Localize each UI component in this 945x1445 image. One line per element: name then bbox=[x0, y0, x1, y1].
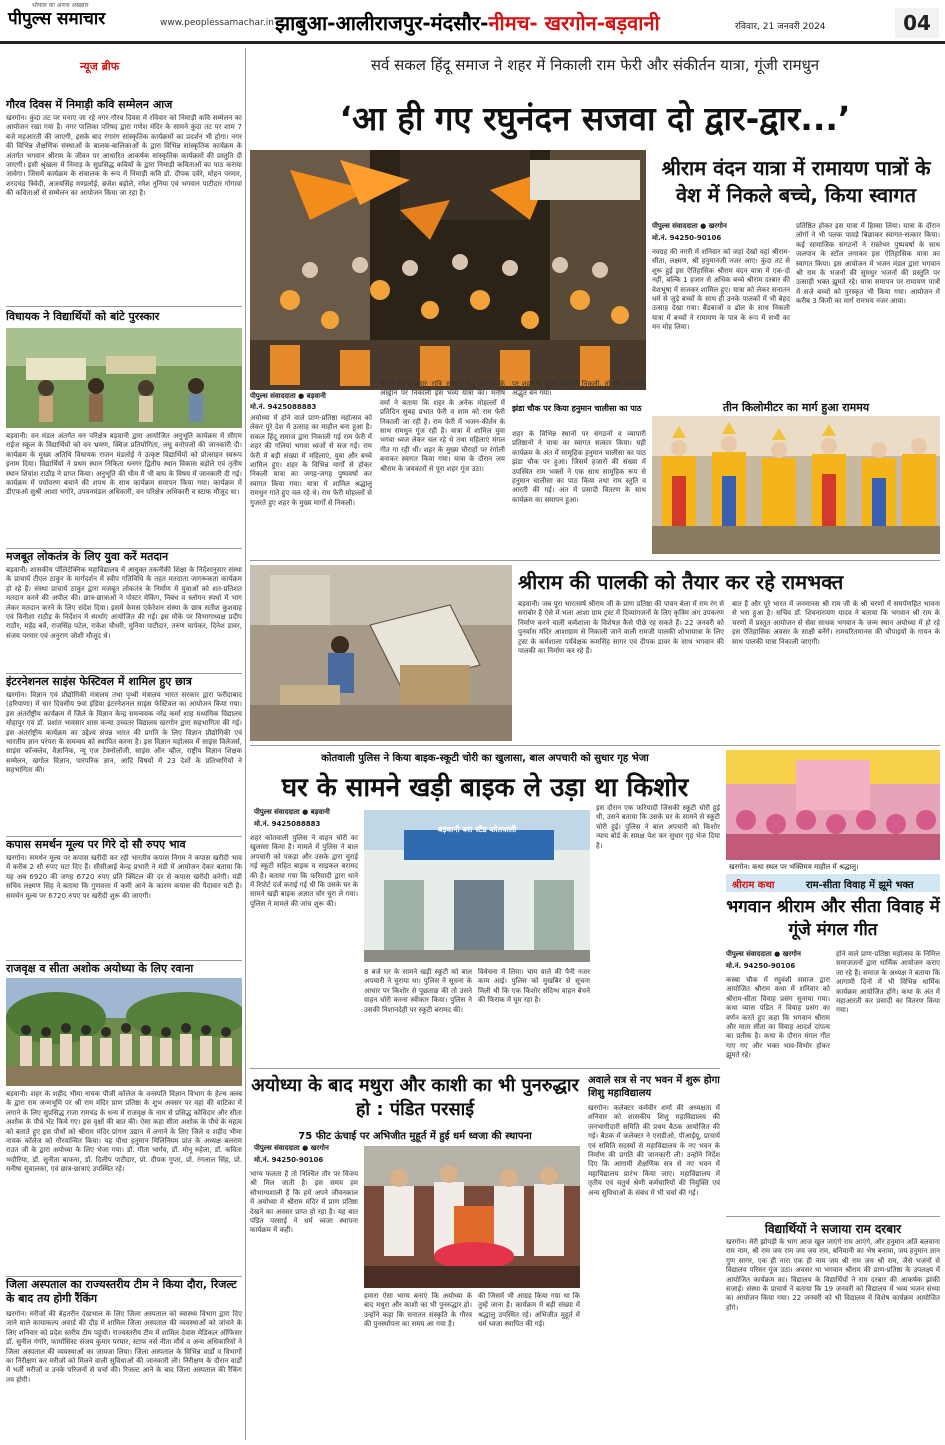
issue-date: रविवार, 21 जनवरी 2024 bbox=[735, 22, 826, 32]
palki-workshop-photo bbox=[250, 565, 512, 741]
masthead bbox=[0, 0, 945, 44]
page-number: 04 bbox=[895, 8, 939, 38]
theft-col-1b bbox=[250, 962, 358, 1064]
theft-col-4: इस दौरान एक फरियादी जिसकी स्कूटी चोरी हुई थी, उसने बताया कि उसके घर के सामने से स्कूटी चोरी हुई। पुलिस ने बाल अपचारी को किशोर न्याय बोर्ड के समक्ष पेश कर सुधार गृह भेज दिया है। bbox=[596, 804, 720, 850]
yatra-photo-title: तीन किलोमीटर का मार्ग हुआ राममय bbox=[722, 401, 870, 414]
lead-col-1: अयोध्या में होने वाले प्राण-प्रतिष्ठा महोत्सव को लेकर पूरे देश में उत्साह का माहौल बना हुआ है। सकल हिंदू समाज द्वारा निकाली गई राम फेरी में शहर की गलियां भगवा ध्वजों से सज गईं। राम फेरी में बड़ी संख्या में महिलाएं, युवा और बच्चे शामिल हुए। शहर के विभिन्न मार्गों से होकर निकली यात्रा का जगह-जगह पुष्पवर्षा कर स्वागत किया गया। यात्रा में शामिल श्रद्धालु रामधुन गाते हुए चल रहे थे। राम फेरी मोहल्लों से गुजरते हुए शहर के मुख्य मार्गों से निकली। bbox=[250, 414, 372, 507]
logo-tagline: भोपाल का अपना अखबार bbox=[32, 2, 89, 9]
brief-body-0: खरगोन। कुंदा तट पर मनाए जा रहे नगर गौरव दिवस में रविवार को निमाड़ी कवि सम्मेलन का आयोजन रखा गया है। नगर पालिका परिषद द्वारा गणेश मंदिर के सामने कुंदा तट पर शाम 7 बजे महआरती की जाएगी, इसके बाद रंगारंग सांस्कृतिक कार्यक्रमों का प्रदर्शन भी होगा। नगर की विभिन्न शैक्षणिक संस्थाओं के बालक-बालिकाओं के द्वारा विभिन्न सांस्कृतिक कार्यक्रम के अंतर्गत भगवान श्रीराम के जीवन पर आधारित आकर्षक सांस्कृतिक कार्यक्रमों की प्रस्तुति दी जाएगी। इसी श्रृंखला में निमाड़ के सुप्रसिद्ध कवियों के द्वारा निमाड़ी कविताओं का पाठ कराया जावेगा। जिसमें कार्यक्रम के संचालक के रूप में निमाड़ी कवि डॉ. दीपक दवेरे, मोहन परमार, शरदचंद्र त्रिवेदी, अजयसिंह मण्डलोई, ब्रजेश बड़ोले, रमेश नूनिया एवं भगवान पाटीदार गोगावां की कविताओं से सम्मेलन का आयोजन किया जा रहा है। bbox=[6, 114, 242, 198]
theft-col-1: शहर कोतवाली पुलिस ने वाहन चोरी का खुलासा किया है। मामले में पुलिस ने बाल अपचारी को पकड़ा और उसके द्वारा चुराई गई स्कूटी सहित बाइक व साइकल बरामद की है। बताया गया कि फरियादी द्वारा थाने में रिपोर्ट दर्ज कराई गई थी कि उसके घर के सामने खड़ी बाइक अज्ञात चोर चुरा ले गया। पुलिस ने मामले की जांच शुरू की। bbox=[250, 834, 358, 908]
mathura-col-1: भाग्य फलता है तो निश्चित तौर पर विजय श्री मिल जाती है। इस समय हम सौभाग्यशाली हैं कि हमें अपने जीवनकाल में अयोध्या में श्रीराम मंदिर में प्राण प्रतिष्ठा देखने का अवसर प्राप्त हो रहा है। यह बात पंडित परसाई ने धर्म ध्वजा स्थापना कार्यक्रम में कही। bbox=[250, 1170, 358, 1235]
bhavan-headline: अवाले सत्र से नए भवन में शुरू होगा शिशु महाविद्यालय bbox=[588, 1075, 720, 1099]
brief-body-3: खरगोन। विज्ञान एवं प्रौद्योगिकी मंत्रालय तथा पृथ्वी मंत्रालय भारत सरकार द्वारा फरीदाबाद (हरियाणा) में चार दिवसीय 9वां इंडिया इंटरनेशनल साइंस फेस्टिवल का आयोजन किया गया। इस अंतर्राष्ट्रीय कार्यक्रम में जिले के विज्ञान केन्द्र समन्वयक नरेंद्र कर्मा शाह मध्यमिक विद्यालय मोहापुर एवं डॉ. प्रशांत भावसार शास कन्या उच्चतर विद्यालय खरगोन द्वारा सहभागिता की गई। इस अंतर्राष्ट्रीय कार्यक्रम का उद्देश्य संपन्न भारत की प्रगति के लिए विज्ञान प्रौद्योगिकी एवं भारतीय ज्ञान परंपरा के समन्वय को स्थापित करना है। इस विज्ञान महोत्सव में साइंस विलेजर्स, साइंस कॉन्क्लेव, वैज्ञानिक, न्यू एज टेक्नोलॉजी, साइंस ऑन व्हील, राष्ट्रीय विज्ञान शिक्षक सम्मेलन, खगोल विज्ञान, पारंपरिक ज्ञान, आदि विषयों में 23 देशों के प्रतिभागियों ने सहभागिता की। bbox=[6, 691, 242, 775]
theft-headline: घर के सामने खड़ी बाइक ले उड़ा था किशोर bbox=[281, 773, 689, 803]
lead-subhead: झंडा चौक पर किया हनुमान चालीसा का पाठ bbox=[512, 404, 642, 413]
brief-title-4: कपास समर्थन मूल्य पर गिरे दो सौ रुपए भाव bbox=[6, 838, 186, 851]
mathura-kicker: 75 फीट ऊंचाई पर अभिजीत मुहूर्त में हुई धर्म ध्वजा की स्थापना bbox=[298, 1131, 532, 1142]
theft-mobile: मो.नं. 9425088883 bbox=[254, 820, 321, 828]
dharma-dhwaja-photo bbox=[364, 1146, 580, 1288]
mathura-col-2: हमारा ऐसा भाग्य बनाएं कि अयोध्या के बाद मथुरा और काशी का भी पुनरुद्धार हो। उन्होंने कहा कि सनातन संस्कृति के गौरव की पुनर्स्थापना का समय आ गया है। bbox=[364, 1292, 472, 1329]
ram-katha-kicker: राम-सीता विवाह में झूमे भक्त bbox=[806, 880, 914, 891]
ram-katha-banner bbox=[726, 874, 940, 892]
lead-byline: पीपुल्स संवाददाता ● बड़वानी bbox=[250, 392, 326, 400]
brief-title-5: राजवृक्ष व सीता अशोक अयोध्या के लिए रवाना bbox=[6, 962, 194, 975]
theft-col-2: 8 बजे घर के सामने खड़ी स्कूटी को बाल अपचारी ने चुराया था। पुलिस ने सूचना के आधार पर किशोर से पूछताछ की तो उसने वाहन चोरी करना स्वीकार किया। पुलिस ने उसकी निशानदेही पर स्कूटी बरामद की। bbox=[364, 968, 472, 1014]
ram-katha-mobile: मो.नं. 94250-90106 bbox=[726, 962, 796, 970]
lead-sub-body: शहर के विभिन्न स्थानों पर संगठनों व व्यापारी प्रतिष्ठानों ने यात्रा का स्वागत सत्कार किया। यही कार्यक्रम के अंत में सामूहिक हनुमान चालीसा का पाठ झंडा चौक पर हुआ। जिसमें हजारों की संख्या में उपस्थित राम भक्तों ने एक साथ सामूहिक रूप से हनुमान चालीसा का पाठ किया तथा राम स्तुति व आरती की गई। अंत में प्रसादी वितरण के साथ कार्यक्रम का समापन हुआ। bbox=[512, 430, 646, 504]
ramayan-children-photo bbox=[652, 416, 940, 554]
ram-pheri-crowd-photo bbox=[250, 150, 646, 390]
ram-darbar-body: खरगोन। मेरी झोपड़ी के भाग आज खुल जाएंगे राम आएंगे, और हनुमान अति बलवाना राम नाम, श्री राम जय राम जय जय राम, बनियानी का भेष बनाया, जय हनुमान ज्ञान गुण सागर, एक ही नारा एक ही नाम जय श्री राम जय श्री राम, जैसे भजनों से विद्यालय परिसर गूंज उठा। अवसर था भगवान श्रीराम की प्राण-प्रतिष्ठा के उपलक्ष्य में आयोजित कार्यक्रम का। विद्यालय के विद्यार्थियों ने राम दरबार की आकर्षक झांकी सजाई। संस्था के प्राचार्य ने बताया कि 19 जनवरी को विद्यालय में भव्य भजन संध्या का आयोजन किया गया। 22 जनवरी को भी विद्यालय में विशेष कार्यक्रम आयोजित होंगे। bbox=[726, 1238, 940, 1312]
brief-body-4: खरगोन। समर्थन मूल्य पर कपास खरीदी कर रही भारतीय कपास निगम ने कपास खरीदी भाव में करीब 2 सौ रुपए घटा दिए हैं। सीसीआई केन्द्र प्रभारी ने मंडी में आयोजन देकर बताया कि यह अब 6920 की जगह 6720 रुपए प्रति क्विंटल की दर से कपास खरीदी करेगी। मंडी सचिव लक्ष्मण सिंह ने बताया कि गुणवत्ता में कमी आने के कारण कपास की पैदावार घटी है। समर्थन मूल्य पर 6720 रुपए पर खरीदी शुरू की जाएगी। bbox=[6, 854, 242, 900]
lead-kicker: सर्व सकल हिंदू समाज ने शहर में निकाली राम फेरी और संकीर्तन यात्रा, गूंजी रामधुन bbox=[370, 56, 820, 74]
newspaper-logo: पीपुल्स समाचार bbox=[8, 9, 106, 29]
website-link[interactable]: www.peoplessamachar.in bbox=[160, 18, 274, 28]
ram-katha-col-1: कस्बा चौक में रघुवंशी समाज द्वारा आयोजित श्रीराम कथा में शनिवार को श्रीराम-सीता विवाह प्रसंग सुनाया गया। कथा व्यास पंडित ने विवाह प्रसंग का वर्णन करते हुए कहा कि भगवान श्रीराम और माता सीता का विवाह आदर्श दांपत्य का प्रतीक है। कथा के दौरान मंगल गीत गाए गए और भक्त भाव-विभोर होकर झूमते रहे। bbox=[726, 976, 830, 1060]
brief-title-2: मजबूत लोकतंत्र के लिए युवा करें मतदान bbox=[6, 550, 169, 563]
brief-body-2: बड़वानी। शासकीय पॉलिटेक्निक महाविद्यालय में आयुक्त तकनीकी शिक्षा के निर्देशानुसार संस्था के प्राचार्य टीएल ठाकुर के मार्गदर्शन में स्वीप गतिविधि के तहत मतदाता जागरूकता कार्यक्रम हो रहे हैं। संस्था प्राचार्य ठाकुर द्वारा मजबूत लोकतंत्र के निर्माण में युवाओं को शत-प्रतिशत मतदान करने की अपील की। छात्र-छात्राओं ने पोस्टर मेकिंग, निबंध व स्लोगन स्पर्धा में भाग लेकर मतदान करने के लिए संदेश दिया। इसमें केमस एंकेरेशन संस्था के छात्र सतीश कुशवाह एवं विनीशा राठौड़ के निर्देशन में स्पर्धाएं आयोजित की गईं। इस मौके पर विभागाध्यक्ष प्रदीप राठौर, महेंद्र बर्वे, राजसिंह पटेल, राकेश चौधरी, मुनिया पाटीदार, तरुण चापेकर, दिनेश डावर, संजय परमार एवं अनुराग जोशी मौजूद थे। bbox=[6, 566, 242, 640]
news-brief-header bbox=[6, 48, 242, 82]
mathura-headline: अयोध्या के बाद मथुरा और काशी का भी पुनरुद्धार हो : पंडित परसाई bbox=[251, 1075, 579, 1120]
police-station-sign: बड़वानी बस स्टैंड कोतवाली bbox=[437, 825, 517, 834]
lead-col-2: मीका था शुक्रवार रात्रि सकल हिंदू समाज के आह्वान पर निकाली इस भव्य यात्रा का। मनीष वर्मा ने बताया कि शहर के अनेक मोहल्लों में प्रतिदिन सुबह प्रभात फेरी व शाम को राम फेरी निकाली जा रही है। राम फेरी में भजन-कीर्तन के साथ रामधुन गूंज रही है। यात्रा में शामिल युवा भगवा ध्वज लेकर चल रहे थे तथा महिलाएं मंगल गीत गा रही थीं। शहर के मुख्य चौराहों पर रंगोली बनाकर स्वागत किया गया। यात्रा के दौरान जय श्रीराम के जयकारों से पूरा शहर गूंज उठा। bbox=[380, 380, 505, 473]
theft-col-3: विवेचना में लिया। चाय वाले की पैनी नजर काम आई। पुलिस को मुखबिर से सूचना मिली थी कि एक किशोर संदिग्ध वाहन बेचने की फिराक में घूम रहा है। bbox=[478, 968, 590, 1005]
news-brief-column bbox=[6, 48, 242, 1440]
brief-title-1: विधायक ने विद्यार्थियों को बांटे पुरस्कार bbox=[6, 310, 160, 323]
lead-headline: ‘आ ही गए रघुनंदन सजवा दो द्वार-द्वार...’ bbox=[339, 99, 851, 138]
palki-col-2: बात है और पूरे भारत में जनमानस श्री राम जी के श्री चरणों में समर्पणहित भावना से भरा हुआ है। सचिव डॉ. शिवनारायण यादव ने बताया कि भगवान श्री राम के चरणों में प्रस्तुत आयोजन से सेवा साधक भगवान के जन्म स्थान अयोध्या में हो रहे इस ऐतिहासिक अवसर के साक्षी बनेंगे। रामचरितमानस की चौपाइयों के गायन के साथ पालकी यात्रा निकाली जाएगी। bbox=[732, 600, 940, 646]
mathura-mobile: मो.नं. 94250-90106 bbox=[254, 1156, 324, 1164]
ram-katha-headline: भगवान श्रीराम और सीता विवाह में गूंजे मंगल गीत bbox=[726, 897, 940, 940]
brief-body-5: बड़वानी। शहर के शहीद भीमा नायक पीजी कॉलेज के वनस्पति विज्ञान विभाग के हेल्थ क्लब के द्वारा राम जन्मभूमि पर श्री राम मंदिर प्राण प्रतिष्ठा के शुभ अवसर पर वहां की वाटिका में लगाने के लिए सुप्रसिद्ध राजा रामचंद्र के धन्य में राजवृक्ष के नाम से प्रसिद्ध कोविदार और सीता अशोक के पौधे भेंट किये गए। इस वृक्षों की बात की। ऐसा कहा सीता अशोक के पौधे के महत्व को बताते हुए इस पौधों को श्रीराम मंदिर प्रांगण उद्यान में लगाने के लिए जिले व शहीद भीमा नायक कॉलेज को गौरवान्वित किया। यह पौधा हनुमान मिलिनियम प्रांत के अध्यक्ष बलराम राउत जी के द्वारा अयोध्या के लिए भेजा गया। डॉ. गीता भार्गव, डॉ. मोनू रुहेला, डॉ. कविता भदौरिया, डॉ. सुनीता बाफना, डॉ. दिलीप पाटीदार, प्रो. दीपक गुप्ता, प्रो. रंगलाल सिंह, प्रो. मनीषा सुवालका, एवं छात्र-छात्राएं उपस्थित रहे। bbox=[6, 1090, 242, 1174]
mathura-byline: पीपुल्स संवाददाता ● खरगोन bbox=[254, 1144, 329, 1152]
yatra-mobile: मो.नं. 94250-90106 bbox=[652, 234, 722, 242]
palki-headline: श्रीराम की पालकी को तैयार कर रहे रामभक्त bbox=[518, 570, 844, 594]
brief-title-3: इंटरनेशनल साइंस फेस्टिवल में शामिल हुए छात्र bbox=[6, 675, 192, 688]
yatra-headline: श्रीराम वंदन यात्रा में रामायण पात्रों के वेश में निकले बच्चे, किया स्वागत bbox=[661, 156, 931, 207]
brief-body-6: खरगोन। मरीजों की बेहतरीन देखभाल के लिए जिला अस्पताल को स्वास्थ्य विभाग द्वारा दिए जाने वाले कायाकल्प अवार्ड की दौड़ में शामिल जिला अस्पताल की व्यवस्थाओं को जांचने के लिए शनिवार को प्रदेश स्तरीय टीम पहुंची। राज्यस्तरीय टीम में शामिल देवास मेडिकल ऑफिसर डॉ. सुनील गंगोरे, फार्मासिस्ट संजय कुमार परमार, स्टाफ नर्स नीता मौर्य व अन्य अधिकारियों ने जिला अस्पताल की व्यवस्थाओं का जायजा लिया। जिला अस्पताल के विभिन्न वार्डों व विभागों का निरीक्षण कर मरीजों को मिलने वाली सुविधाओं की जानकारी ली। निरीक्षण के दौरान वार्डों में भर्ती मरीजों व उनके परिजनों से चर्चा की। रिजल्ट आने के बाद जिला अस्पताल की रैंकिंग तय होगी। bbox=[6, 1310, 242, 1384]
brief-body-1: बड़वानी। वन मंडल अंतर्गत वन परिक्षेत्र बड़वानी द्वारा आयोजित अनुभूति कार्यक्रम में सीएम राईज स्कूल के विद्यार्थियों को वन भ्रमण, क्विज प्रतियोगिता, लघु वनोपजों की जानकारी दी। कार्यक्रम के मुख्य अतिथि विधायक राजन मंडलोई ने उत्कृष्ट विद्यार्थियों को प्रोत्साहन स्वरूप इनाम दिया। विद्यार्थियों ने प्रथम स्थान निकिता धनगर द्वितीय स्थान विकास बड़ोले एवं तृतीय स्थान शिवांश राठौड़ ने प्राप्त किया। अनुभूति की थीम मैं भी बाघ के विषय में जानकारी दी गई। कार्यक्रम में पर्यावरण बचाने की शपथ के साथ कार्यक्रम समापन किया गया। कार्यक्रम में डीएफओ सुश्री आशा भगोरे, उपवनमंडल अधिकारी, वन परिक्षेत्र अधिकारी व स्टाफ मौजूद था। bbox=[6, 432, 242, 497]
tree-planting-photo bbox=[6, 328, 242, 428]
news-brief-label: न्यूज ब्रीफ bbox=[80, 60, 120, 73]
bhavan-body: खरगोन। कलेक्टर कर्मवीर शर्मा की अध्यक्षता में शनिवार को शासकीय शिशु महाविद्यालय की जनभागीदारी समिति की प्रथम बैठक आयोजित की गई। बैठक में कलेक्टर ने एसडीओ, पीआईयू, प्राचार्य एवं समिति सदस्यों से महाविद्यालय के नए भवन के निर्माण की प्रगति की जानकारी ली। उन्होंने निर्देश दिए कि आगामी शैक्षणिक सत्र से नए भवन में महाविद्यालय प्रारंभ किया जाए। महाविद्यालय में तृतीय एवं चतुर्थ श्रेणी कर्मचारियों की नियुक्ति एवं अन्य सुविधाओं के संबंध में भी चर्चा की गई। bbox=[588, 1104, 720, 1197]
theft-byline: पीपुल्स संवाददाता ● बड़वानी bbox=[254, 808, 330, 816]
brief-title-0: गौरव दिवस में निमाड़ी कवि सम्मेलन आज bbox=[6, 98, 173, 111]
brief-title-6: जिला अस्पताल का राज्यस्तरीय टीम ने किया दौरा, रिजल्ट के बाद तय होगी रैंकिंग bbox=[6, 1278, 237, 1305]
ram-katha-photo-caption: खरगोन। कथा स्थल पर भक्तिमय माहौल में श्रद्धालु। bbox=[726, 862, 862, 873]
yatra-col-1: नवग्रह की नगरी में शनिवार को जहां देखो वहां श्रीराम-सीता, लक्ष्मण, श्री हनुमानजी नजर आए। कुंदा तट से शुरू हुई इस ऐतिहासिक श्रीराम वंदन यात्रा में एक-दो नहीं, बल्कि 1 हजार से अधिक बच्चे श्रीराम दरबार की वेशभूषा में सजकर शामिल हुए। यात्रा को लेकर सनातन धर्म से जुड़े बच्चों के साथ ही उनके पालकों में भी बेहद उत्साह देखा गया। बैंडबाजों व ढोल के साथ निकली यात्रा में बच्चों ने रामायण के पात्र के रूप में सभी का मन मोह लिया। bbox=[652, 248, 790, 332]
edition-cities: झाबुआ-आलीराजपुर-मंदसौर-नीमच- खरगोन-बड़वानी bbox=[275, 11, 660, 35]
ram-katha-col-2: होने वाले प्राण-प्रतिष्ठा महोत्सव के निमित्त समाजजनों द्वारा धार्मिक आयोजन कराए जा रहे हैं। समाज के अध्यक्ष ने बताया कि आगामी दिनों में भी विभिन्न धार्मिक कार्यक्रम आयोजित होंगे। कथा के अंत में महाआरती कर प्रसादी का वितरण किया गया। bbox=[836, 950, 940, 1015]
lead-mobile: मो.नं. 9425088883 bbox=[250, 403, 317, 411]
ram-katha-photo bbox=[726, 750, 940, 860]
ram-darbar-headline: विद्यार्थियों ने सजाया राम दरबार bbox=[764, 1222, 902, 1236]
students-group-photo bbox=[6, 978, 242, 1086]
ram-katha-byline: पीपुल्स संवाददाता ● खरगोन bbox=[726, 950, 801, 958]
mathura-col-3: की जिसमें भी आग्रह किया गया था कि तुम्हें जाना है। कार्यक्रम में बड़ी संख्या में श्रद्धालु उपस्थित रहे। अभिजीत मुहूर्त में धर्म ध्वजा स्थापित की गई। bbox=[478, 1292, 580, 1329]
theft-kicker: कोतवाली पुलिस ने किया बाइक-स्कूटी चोरी का खुलासा, बाल अपचारी को सुधार गृह भेजा bbox=[321, 753, 649, 764]
ram-katha-tag: श्रीराम कथा bbox=[732, 880, 775, 891]
yatra-byline: पीपुल्स संवाददाता ● खरगोन bbox=[652, 222, 727, 230]
lead-col-3: पर शहर के मुख्य मार्गों से निकली, तो यह आयोजन अद्भुत बन गया। bbox=[512, 380, 646, 398]
palki-col-1: बड़वानी। जब पूरा भारतवर्ष श्रीराम जी के प्राण प्रतिष्ठा की पावन बेला में राम रंग से सराबोर है ऐसे में भला आशा ग्राम ट्रस्ट में दिव्यांगजनों के लिए कृत्रिम अंग उपकरण निर्माण करने वाली कर्मशाला के विशेषज्ञ कैसे पीछे रह सकते हैं। 22 जनवरी को पुनर्वास मंदिर आशाग्राम से निकाली जाने वाली रामजी पालकी शोभायात्रा के लिए ट्रस्ट के कर्मशाला पर्यवेक्षक रूमसिंह सागर एवं दीपक डावर के साथ भगवान की पालकी का निर्माण कर रहे हैं। bbox=[518, 600, 724, 656]
yatra-col-2: प्रतिष्ठित होकर इस यात्रा में हिस्सा लिया। यात्रा के दौरान लोगों ने भी पलक पावड़े बिछाकर स्वागत-सत्कार किया। कई सामाजिक संगठनों ने रास्तेभर पुष्पवर्षा के साथ जलपान के स्टॉल लगाकर इस ऐतिहासिक यात्रा का स्वागत किया। इस आयोजन में भजन मंडल द्वारा भगवान श्री राम के भजनों की सुमधुर भजनों की प्रस्तुति पर उत्साही भक्त झूमते रहे। यात्रा समापन पर रामायण पात्रों में सजे बच्चों को पुरस्कृत भी किया गया। आयोजन में करीब 3 किमी का मार्ग रामभय नजर आया। bbox=[796, 222, 940, 306]
